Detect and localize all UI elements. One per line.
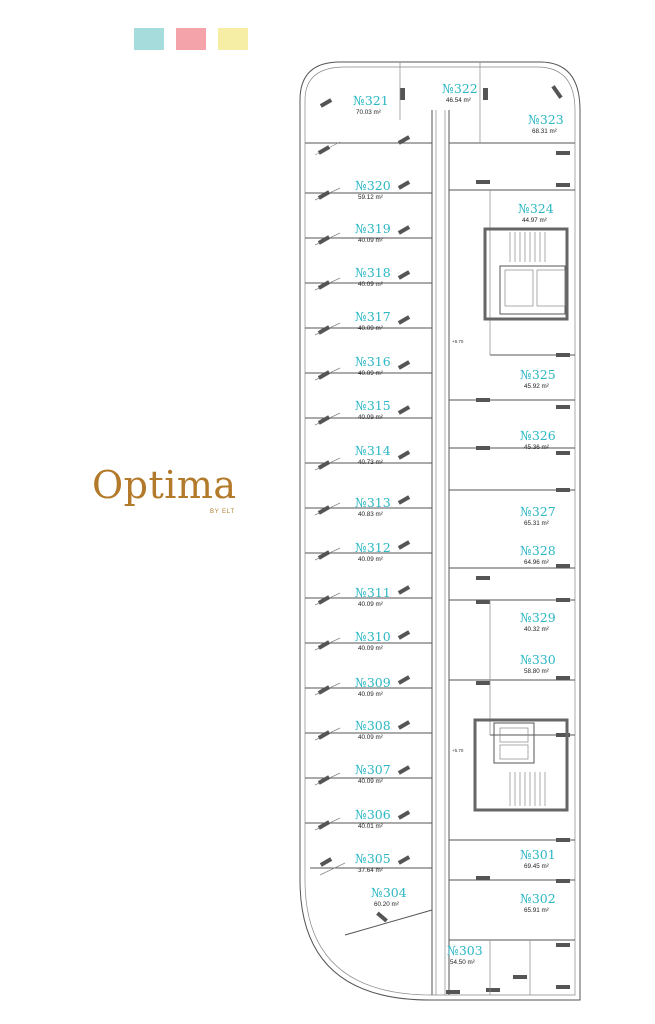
unit-318-area: 40.09 m² <box>358 281 383 288</box>
unit-314-area: 40.73 m² <box>358 459 383 466</box>
unit-323-area: 68.31 m² <box>532 128 557 135</box>
unit-330-area: 58.80 m² <box>524 668 549 675</box>
unit-323-number: №323 <box>528 112 564 127</box>
unit-321-number: №321 <box>353 93 389 108</box>
level-mark-lower: +5.70 <box>452 748 464 753</box>
unit-301-area: 69.45 m² <box>524 863 549 870</box>
unit-308-area: 40.09 m² <box>358 734 383 741</box>
unit-317-number: №317 <box>355 309 391 324</box>
unit-325-area: 45.92 m² <box>524 383 549 390</box>
core-bottom <box>475 720 567 810</box>
unit-318-number: №318 <box>355 265 391 280</box>
unit-311-number: №311 <box>355 585 391 600</box>
unit-327-number: №327 <box>520 504 556 519</box>
unit-302-area: 65.91 m² <box>524 907 549 914</box>
unit-315-area: 40.09 m² <box>358 414 383 421</box>
unit-308-number: №308 <box>355 718 391 733</box>
unit-303-area: 54.50 m² <box>450 959 475 966</box>
unit-316-number: №316 <box>355 354 391 369</box>
unit-310-number: №310 <box>355 629 391 644</box>
unit-325-number: №325 <box>520 367 556 382</box>
unit-317-area: 40.09 m² <box>358 325 383 332</box>
unit-312-number: №312 <box>355 540 391 555</box>
unit-labels <box>353 81 564 966</box>
unit-328-number: №328 <box>520 543 556 558</box>
unit-305-area: 37.64 m² <box>358 867 383 874</box>
unit-322-number: №322 <box>442 81 478 96</box>
unit-307-number: №307 <box>355 762 391 777</box>
unit-320-area: 59.12 m² <box>358 194 383 201</box>
corridor <box>432 110 449 995</box>
unit-324-area: 44.97 m² <box>522 217 547 224</box>
unit-303-number: №303 <box>447 943 483 958</box>
unit-309-area: 40.09 m² <box>358 691 383 698</box>
unit-326-number: №326 <box>520 428 556 443</box>
unit-313-area: 40.83 m² <box>358 511 383 518</box>
unit-309-number: №309 <box>355 675 391 690</box>
unit-306-area: 40.01 m² <box>358 823 383 830</box>
unit-330-number: №330 <box>520 652 556 667</box>
unit-304-area: 60.20 m² <box>374 901 399 908</box>
unit-319-number: №319 <box>355 221 391 236</box>
unit-320-number: №320 <box>355 178 391 193</box>
level-mark-upper: +9.70 <box>452 339 464 344</box>
unit-321-area: 70.03 m² <box>356 109 381 116</box>
brand-tagline: BY ELT <box>210 509 235 515</box>
unit-327-area: 65.31 m² <box>524 520 549 527</box>
unit-312-area: 40.09 m² <box>358 556 383 563</box>
unit-316-area: 40.09 m² <box>358 370 383 377</box>
unit-302-number: №302 <box>520 891 556 906</box>
unit-305-number: №305 <box>355 851 391 866</box>
unit-329-area: 40.32 m² <box>524 626 549 633</box>
unit-328-area: 64.96 m² <box>524 559 549 566</box>
core-top <box>485 229 567 319</box>
unit-313-number: №313 <box>355 495 391 510</box>
unit-315-number: №315 <box>355 398 391 413</box>
unit-304-number: №304 <box>371 885 407 900</box>
unit-324-number: №324 <box>518 201 554 216</box>
unit-307-area: 40.09 m² <box>358 778 383 785</box>
unit-319-area: 40.09 m² <box>358 237 383 244</box>
unit-306-number: №306 <box>355 807 391 822</box>
unit-311-area: 40.09 m² <box>358 601 383 608</box>
unit-314-number: №314 <box>355 443 391 458</box>
unit-301-number: №301 <box>520 847 556 862</box>
unit-310-area: 40.09 m² <box>358 645 383 652</box>
brand-logo: Optima <box>92 463 237 507</box>
unit-326-area: 45.36 m² <box>524 444 549 451</box>
unit-322-area: 46.54 m² <box>446 97 471 104</box>
unit-329-number: №329 <box>520 610 556 625</box>
